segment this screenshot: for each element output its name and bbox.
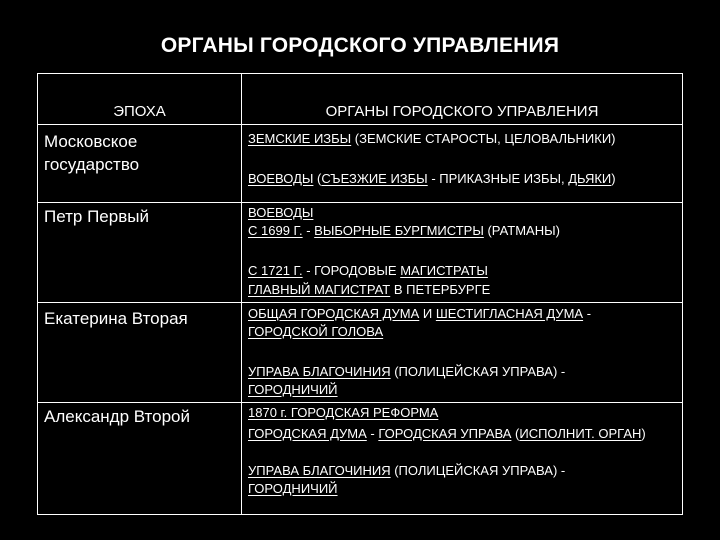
page-title: ОРГАНЫ ГОРОДСКОГО УПРАВЛЕНИЯ [160, 34, 560, 57]
organ-line: ЗЕМСКИЕ ИЗБЫ (ЗЕМСКИЕ СТАРОСТЫ, ЦЕЛОВАЛЬНИКИ) [248, 131, 616, 146]
organ-line: ГОРОДСКОЙ ГОЛОВА [248, 324, 384, 339]
organ-line: УПРАВА БЛАГОЧИНИЯ (ПОЛИЦЕЙСКАЯ УПРАВА) - [248, 364, 566, 379]
organ-line: С 1721 Г. - ГОРОДОВЫЕ МАГИСТРАТЫ [248, 263, 488, 278]
organ-line: С 1699 Г. - ВЫБОРНЫЕ БУРГМИСТРЫ (РАТМАНЫ) [248, 223, 560, 238]
row-divider [38, 402, 682, 403]
era-peter: Петр Первый [44, 207, 149, 226]
organ-line: ВОЕВОДЫ [248, 205, 314, 220]
header-organs: ОРГАНЫ ГОРОДСКОГО УПРАВЛЕНИЯ [325, 103, 599, 120]
era-catherine: Екатерина Вторая [44, 309, 188, 328]
organ-line: ГОРОДНИЧИЙ [248, 382, 338, 397]
row-divider [38, 302, 682, 303]
row-divider [38, 124, 682, 125]
row-divider [38, 202, 682, 203]
organ-line: ГОРОДНИЧИЙ [248, 481, 338, 496]
organ-line: ГЛАВНЫЙ МАГИСТРАТ В ПЕТЕРБУРГЕ [248, 282, 491, 297]
era-moscow: Московское государство [44, 132, 140, 174]
era-alexander: Александр Второй [44, 407, 191, 426]
organ-line: ОБЩАЯ ГОРОДСКАЯ ДУМА И ШЕСТИГЛАСНАЯ ДУМА - [248, 306, 592, 321]
header-era: ЭПОХА [113, 103, 166, 120]
government-table [37, 73, 683, 515]
organ-line: УПРАВА БЛАГОЧИНИЯ (ПОЛИЦЕЙСКАЯ УПРАВА) - [248, 463, 566, 478]
organ-line: 1870 г. ГОРОДСКАЯ РЕФОРМА [248, 405, 439, 420]
column-divider [241, 74, 242, 514]
organ-line: ГОРОДСКАЯ ДУМА - ГОРОДСКАЯ УПРАВА (ИСПОЛНИТ. ОРГАН) [248, 426, 646, 441]
organ-line: ВОЕВОДЫ (СЪЕЗЖИЕ ИЗБЫ - ПРИКАЗНЫЕ ИЗБЫ, ДЬЯКИ) [248, 171, 616, 186]
